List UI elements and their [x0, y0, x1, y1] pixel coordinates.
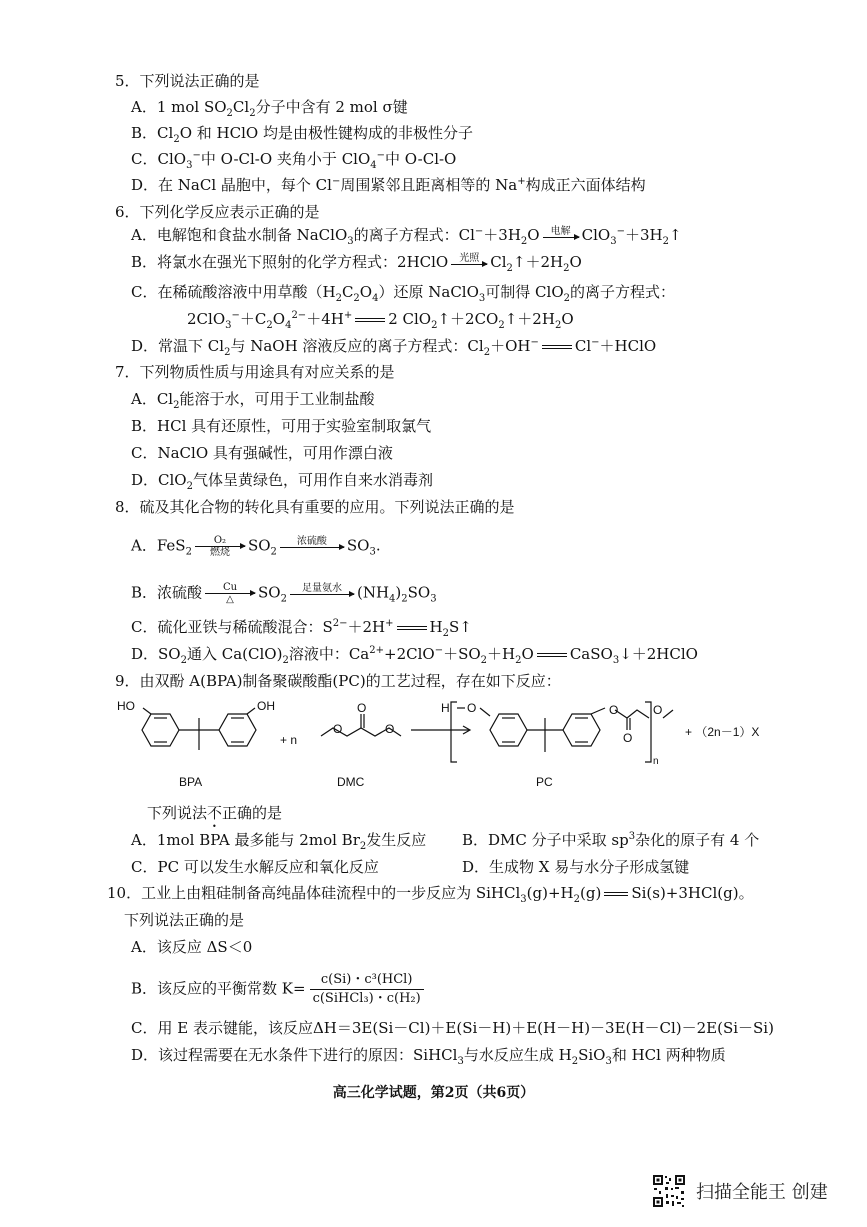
q10-option-a: A．该反应 ΔS＜0	[131, 938, 253, 956]
q5-stem: 5．下列说法正确的是	[115, 72, 260, 90]
q5-option-d: D．在 NaCl 晶胞中，每个 Cl−周围紧邻且距离相等的 Na+构成正六面体结构	[131, 176, 646, 194]
reaction-structure-diagram	[115, 700, 795, 795]
n-coefficient: + n	[280, 733, 298, 747]
q7-stem: 7．下列物质性质与用途具有对应关系的是	[115, 363, 395, 381]
q10-substem: 下列说法正确的是	[124, 911, 245, 929]
equals-sign	[542, 345, 572, 349]
oh-label: OH	[257, 700, 275, 713]
q9-option-d: D．生成物 X 易与水分子形成氢键	[462, 858, 690, 876]
q6-option-a: A．电解饱和食盐水制备 NaClO$_3$的离子方程式：$Cl^-+3H_2O$ 电解 $ClO_3^-+3H_2↑$	[131, 226, 682, 247]
q6-stem: 6．下列化学反应表示正确的是	[115, 203, 320, 221]
q8-option-d: D．$SO_2$通入 $Ca(ClO)_2$溶液中：$Ca^{2+}+2ClO^-+SO_2+H_2O$ CaSO$_3$↓＋2HClO	[131, 645, 698, 666]
reaction-arrow: 足量氨水	[290, 583, 354, 595]
ho-label: HO	[117, 700, 135, 713]
benzene-ring	[490, 714, 527, 746]
q6-option-b: B．将氯水在强光下照射的化学方程式：2HClO 光照 $Cl_2↑+2H_2O$	[131, 253, 582, 274]
q5-option-b: B．$Cl_2O$ 和 HClO 均是由极性键构成的非极性分子	[131, 124, 473, 145]
equals-sign	[397, 626, 427, 630]
h-label: H	[441, 701, 450, 715]
benzene-ring	[142, 714, 179, 746]
q9-option-b: B．DMC 分子中采取 $sp^3$杂化的原子有 4 个	[462, 831, 760, 849]
q5-option-c: C．ClO$_3$−中 O-Cl-O 夹角小于 ClO$_4$−中 O-Cl-O	[131, 150, 457, 171]
q8-stem: 8．硫及其化合物的转化具有重要的应用。下列说法正确的是	[115, 498, 515, 516]
q8-option-b: B．浓硫酸 Cu △ $SO_2$ 足量氨水 $(NH_4)_2SO_3$	[131, 582, 437, 605]
reaction-arrow: O₂ 燃烧	[195, 535, 245, 558]
equilibrium-constant-fraction: $\frac{\text{c(Si)・c³(HCl)}}{\text{c(SiHCl₃)・c(H₂)}}$	[310, 972, 424, 1007]
benzene-ring	[563, 714, 600, 746]
q5-option-a: A．1 mol $SO_2Cl_2$分子中含有 2 mol σ键	[131, 98, 408, 119]
q8-option-c: C．硫化亚铁与稀硫酸混合：$S^{2-}+2H^+$ $H_2S↑$	[131, 618, 472, 639]
q10-stem: 10．工业上由粗硅制备高纯晶体硅流程中的一步反应为 $SiHCl_3(g)+H_2(g)$ Si(s)+3HCl(g)。	[107, 884, 754, 905]
q6-option-c-equation: $2ClO_3^-+C_2O_4^{2-}+4H^+$ 2 $ClO_2↑+2CO_2↑+2H_2O$	[187, 310, 574, 331]
reaction-arrow: 电解	[543, 226, 579, 238]
svg-text:O: O	[609, 703, 619, 717]
q10-option-b: B．该反应的平衡常数 K= $\frac{\text{c(Si)・c³(HCl)}}{\text{c(SiHCl₃)・c(H₂)}}$	[131, 972, 424, 1007]
q9-option-c: C．PC 可以发生水解反应和氧化反应	[131, 858, 379, 876]
q7-option-a: A．$Cl_2$能溶于水，可用于工业制盐酸	[131, 390, 375, 411]
q9-stem: 9．由双酚 A(BPA)制备聚碳酸酯(PC)的工艺过程，存在如下反应：	[115, 672, 561, 690]
q10-option-c: C．用 E 表示键能，该反应ΔH＝3E(Si－Cl)＋E(Si－H)＋E(H－H)－3E(H－Cl)－2E(Si－Si)	[131, 1019, 774, 1037]
svg-text:O: O	[357, 701, 367, 715]
reaction-arrow: 浓硫酸	[280, 536, 344, 548]
svg-text:O: O	[623, 731, 633, 745]
bpa-label: BPA	[179, 775, 203, 789]
equals-sign	[537, 653, 567, 657]
qr-code-icon	[652, 1174, 686, 1208]
svg-text:O: O	[385, 722, 395, 736]
q9-substem: 下列说法不正确的是	[147, 804, 283, 822]
q8-option-a: A．FeS$_2$ O₂ 燃烧 $SO_2$ 浓硫酸 $SO_3$.	[131, 535, 381, 558]
q6-option-c: C．在稀硫酸溶液中用草酸$(H_2C_2O_4)$还原 NaClO$_3$可制得 ClO$_2$的离子方程式：	[131, 283, 676, 304]
subscript-n: n	[653, 756, 659, 767]
q7-option-b: B．HCl 具有还原性，可用于实验室制取氯气	[131, 417, 432, 435]
svg-text:O: O	[653, 703, 663, 717]
page-footer: 高三化学试题，第2页（共6页）	[332, 1085, 535, 1101]
dmc-label: DMC	[337, 775, 365, 789]
benzene-ring	[219, 714, 256, 746]
equilibrium-sign	[604, 892, 628, 896]
scanner-watermark	[652, 1173, 828, 1209]
q7-option-c: C．NaClO 具有强碱性，可用作漂白液	[131, 444, 393, 462]
reaction-arrow: Cu △	[205, 582, 255, 605]
q7-option-d: D．ClO$_2$气体呈黄绿色，可用作自来水消毒剂	[131, 471, 433, 492]
q6-option-d: D．常温下 $Cl_2$与 NaOH 溶液反应的离子方程式：$Cl_2+OH^-$ Cl−＋HClO	[131, 337, 657, 358]
equals-sign	[355, 318, 385, 322]
q10-option-d: D．该过程需要在无水条件下进行的原因：SiHCl$_3$与水反应生成 $H_2SiO_3$和 HCl 两种物质	[131, 1046, 726, 1067]
byproduct-label: + （2n－1）X	[685, 725, 760, 739]
scanner-text: 扫描全能王 创建	[696, 1182, 828, 1203]
q9-option-a: A．1mol BPA 最多能与 2mol $Br_2$发生反应	[131, 831, 427, 852]
reaction-arrow: 光照	[451, 253, 487, 265]
svg-text:O: O	[333, 722, 343, 736]
svg-text:O: O	[467, 701, 477, 715]
pc-label: PC	[536, 775, 553, 789]
